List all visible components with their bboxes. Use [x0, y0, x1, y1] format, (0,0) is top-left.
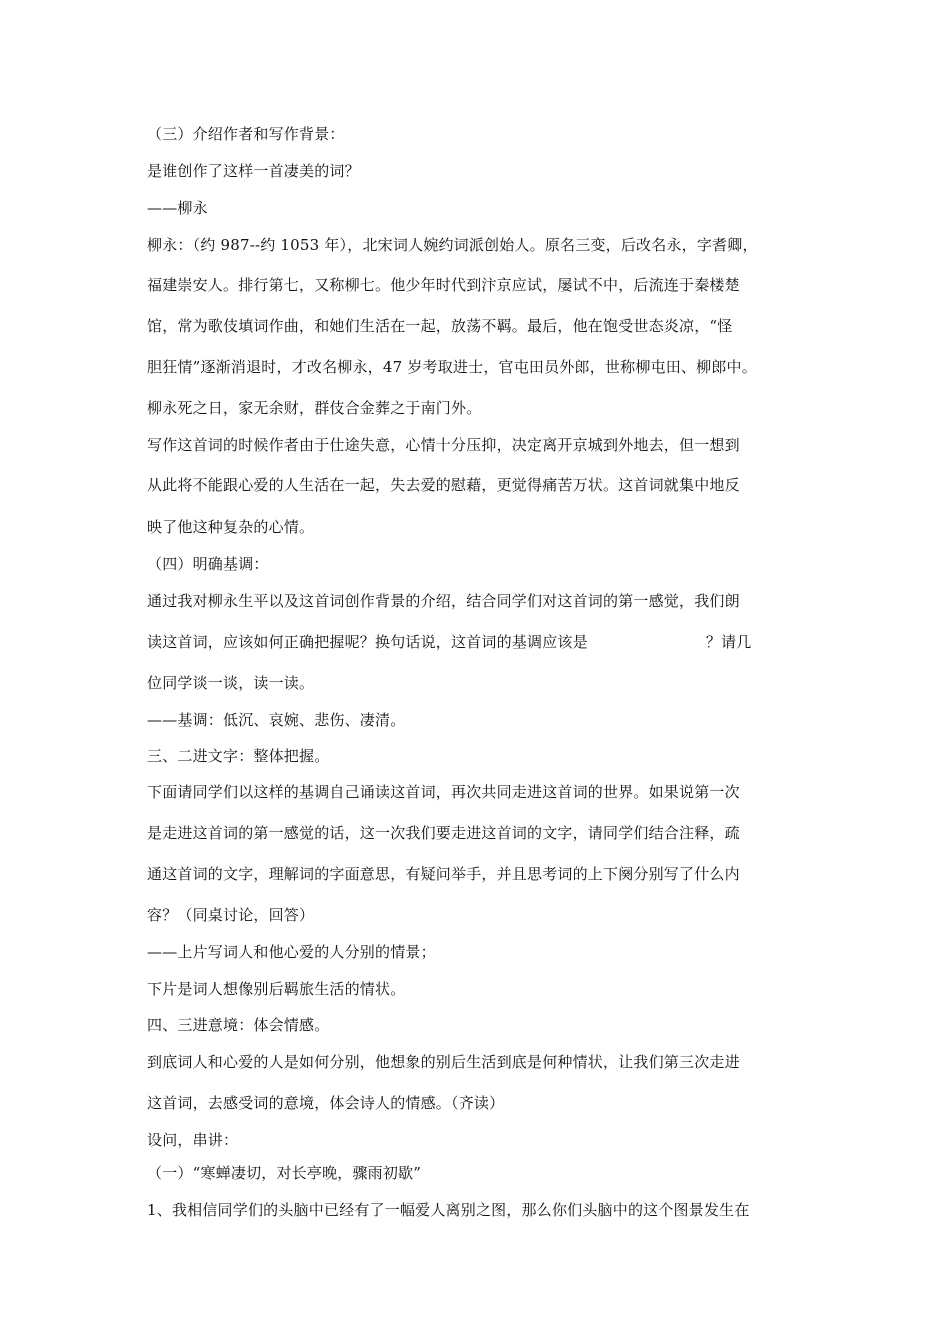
paragraph-line: 写作这首词的时候作者由于仕途失意，心情十分压抑，决定离开京城到外地去，但一想到: [147, 436, 740, 454]
paragraph-line: 容？（同桌讨论，回答）: [147, 906, 315, 924]
paragraph-line: 通这首词的文字，理解词的字面意思，有疑问举手，并且思考词的上下阕分别写了什么内: [147, 865, 740, 883]
paragraph-line: 位同学谈一谈，读一读。: [147, 674, 315, 692]
paragraph-line: 福建崇安人。排行第七，又称柳七。他少年时代到汴京应试，屡试不中，后流连于秦楼楚: [147, 276, 740, 294]
heading-section-3: 三、二进文字：整体把握。: [147, 747, 330, 765]
question-line: 是谁创作了这样一首凄美的词？: [147, 162, 360, 180]
paragraph-line: 下面请同学们以这样的基调自己诵读这首词，再次共同走进这首词的世界。如果说第一次: [147, 783, 740, 801]
heading-author-background: （三）介绍作者和写作背景：: [147, 125, 345, 143]
paragraph-line: 馆，常为歌伎填词作曲，和她们生活在一起，放荡不羁。最后，他在饱受世态炎凉，“怪: [147, 317, 733, 335]
paragraph-line: 1、我相信同学们的头脑中已经有了一幅爱人离别之图，那么你们头脑中的这个图景发生在: [147, 1201, 750, 1219]
paragraph-line: 到底词人和心爱的人是如何分别，他想象的别后生活到底是何种情状，让我们第三次走进: [147, 1053, 740, 1071]
tone-answer-line: ——基调：低沉、哀婉、悲伤、凄清。: [147, 711, 406, 729]
blank-line-before: 读这首词，应该如何正确把握呢？换句话说，这首词的基调应该是: [147, 633, 588, 651]
paragraph-line: 通过我对柳永生平以及这首词创作背景的介绍，结合同学们对这首词的第一感觉，我们朗: [147, 592, 740, 610]
answer-line: ——上片写词人和他心爱的人分别的情景；: [147, 943, 436, 961]
subheading-line: （一）“寒蝉凄切，对长亭晚，骤雨初歇”: [147, 1164, 422, 1182]
paragraph-line: 设问，串讲：: [147, 1131, 239, 1149]
answer-line: 下片是词人想像别后羁旅生活的情状。: [147, 980, 406, 998]
paragraph-line: 这首词，去感受词的意境，体会诗人的情感。（齐读）: [147, 1094, 505, 1112]
paragraph-line: 是走进这首词的第一感觉的话，这一次我们要走进这首词的文字，请同学们结合注释，疏: [147, 824, 740, 842]
paragraph-line: 柳永：（约 987--约 1053 年），北宋词人婉约词派创始人。原名三变，后改名永，字耆卿，: [147, 236, 758, 254]
paragraph-line: 映了他这种复杂的心情。: [147, 518, 315, 536]
heading-section-4: 四、三进意境：体会情感。: [147, 1016, 330, 1034]
paragraph-line: 胆狂情”逐渐消退时，才改名柳永，47 岁考取进士，官屯田员外郎，世称柳屯田、柳郎中。: [147, 358, 757, 376]
blank-line-after: ？请几: [705, 633, 752, 651]
paragraph-line: 柳永死之日，家无余财，群伎合金葬之于南门外。: [147, 399, 482, 417]
paragraph-line: 从此将不能跟心爱的人生活在一起，失去爱的慰藉，更觉得痛苦万状。这首词就集中地反: [147, 476, 740, 494]
paragraph-line-with-blank: [147, 632, 827, 652]
answer-line: ——柳永: [147, 199, 208, 217]
heading-tone: （四）明确基调：: [147, 555, 269, 573]
